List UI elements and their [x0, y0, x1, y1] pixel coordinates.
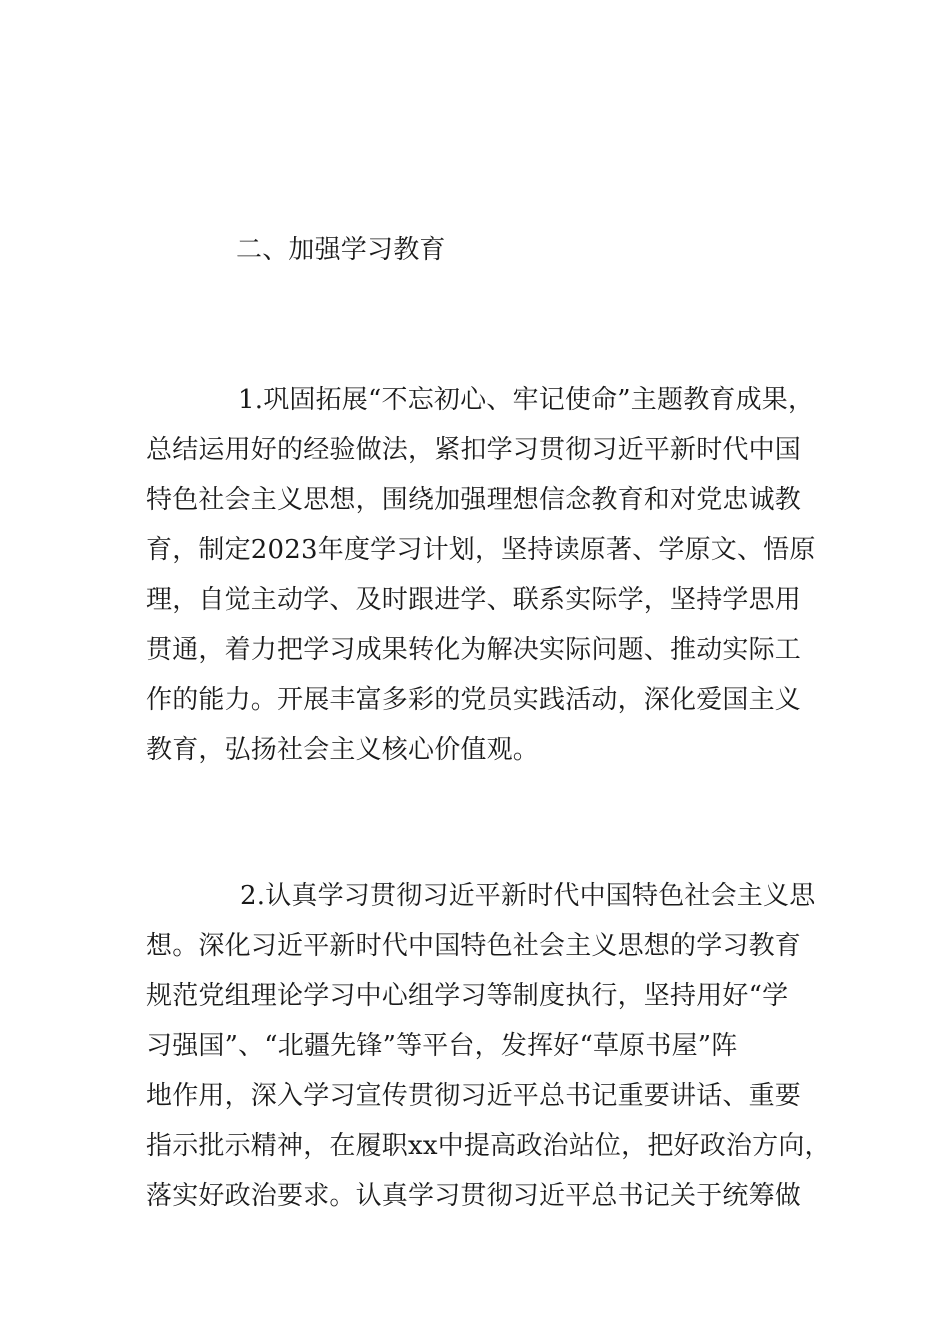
section-heading: 二、加强学习教育: [236, 235, 446, 265]
paragraph-1-line: 理，自觉主动学、及时跟进学、联系实际学，坚持学思用: [146, 585, 802, 615]
paragraph-2-line: 想。深化习近平新时代中国特色社会主义思想的学习教育: [146, 931, 802, 961]
paragraph-1-line: 贯通，着力把学习成果转化为解决实际问题、推动实际工: [146, 635, 802, 665]
paragraph-1-line: 育，制定2023年度学习计划，坚持读原著、学原文、悟原: [146, 535, 816, 565]
paragraph-2-line: 2.认真学习贯彻习近平新时代中国特色社会主义思: [240, 881, 816, 911]
paragraph-1-line: 总结运用好的经验做法，紧扣学习贯彻习近平新时代中国: [146, 435, 802, 465]
paragraph-2-line: 地作用，深入学习宣传贯彻习近平总书记重要讲话、重要: [146, 1081, 802, 1111]
paragraph-2-line: 习强国”、“北疆先锋”等平台，发挥好“草原书屋”阵: [146, 1031, 738, 1061]
paragraph-1-line: 1.巩固拓展“不忘初心、牢记使命”主题教育成果，: [238, 385, 815, 415]
paragraph-1-line: 教育，弘扬社会主义核心价值观。: [146, 735, 540, 765]
paragraph-1-line: 特色社会主义思想，围绕加强理想信念教育和对党忠诚教: [146, 485, 802, 515]
paragraph-2-line: 规范党组理论学习中心组学习等制度执行，坚持用好“学: [146, 981, 789, 1011]
paragraph-2-line: 指示批示精神，在履职xx中提高政治站位，把好政治方向，: [146, 1131, 831, 1161]
paragraph-1-line: 作的能力。开展丰富多彩的党员实践活动，深化爱国主义: [146, 685, 802, 715]
paragraph-2-line: 落实好政治要求。认真学习贯彻习近平总书记关于统筹做: [146, 1181, 802, 1211]
